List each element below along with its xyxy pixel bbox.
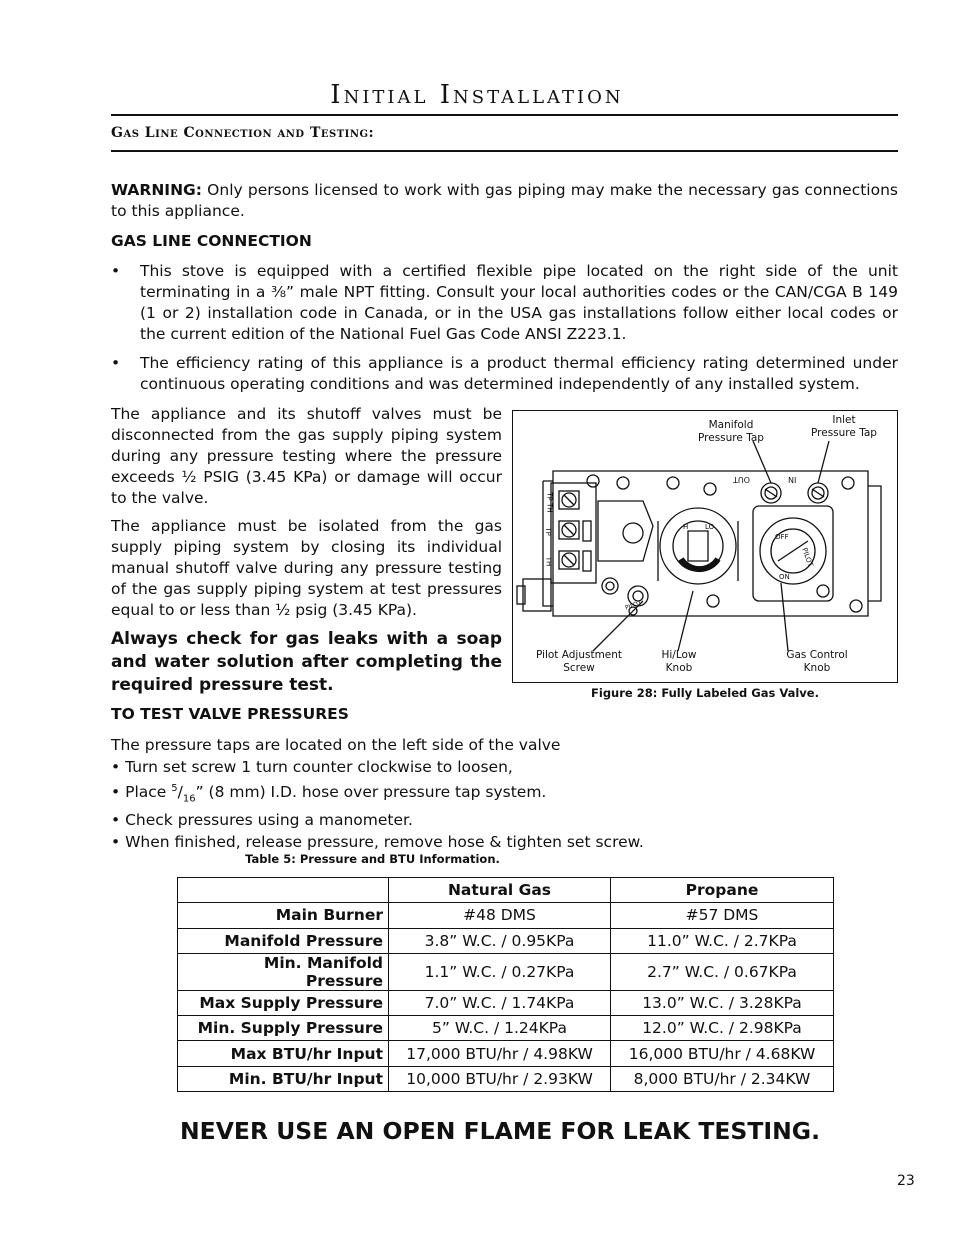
table-row — [178, 953, 834, 990]
test-step — [111, 757, 644, 779]
warning-text: Only persons licensed to work with gas piping may make the necessary gas connections to this appliance. — [111, 181, 898, 220]
table-cell: 2.7” W.C. / 0.67KPa — [611, 953, 834, 990]
step-bullet: • — [111, 757, 121, 776]
step-text: ” (8 mm) I.D. hose over pressure tap system. — [195, 783, 547, 802]
pressure-btu-table — [177, 877, 834, 1092]
hilow-knob-label: Hi/Low Knob — [661, 649, 697, 674]
row-label: Manifold Pressure — [178, 928, 389, 953]
row-label: Min. Supply Pressure — [178, 1016, 389, 1041]
valve-tpth-marking: TP TH — [545, 492, 554, 513]
pilot-screw-label: Pilot Adjustment Screw — [535, 649, 623, 674]
table-header-row — [178, 878, 834, 903]
bullet-dot: • — [111, 262, 121, 280]
step-bullet: • — [111, 833, 121, 852]
table-cell: 16,000 BTU/hr / 4.68KW — [611, 1041, 834, 1066]
gas-control-knob-label: Gas Control Knob — [786, 649, 848, 674]
valve-tp-marking: TP — [543, 527, 552, 536]
step-text: Check pressures using a manometer. — [125, 811, 413, 830]
table-row — [178, 1066, 834, 1091]
table-cell: #48 DMS — [389, 903, 611, 928]
bullet-text: This stove is equipped with a certified flexible pipe located on the right side of the unit terminating in a ⅜” male NPT fitting. Consult your local authorities codes or the CAN/CGA B 149 (1 or 2) installation code in Canada, or in the USA gas installations follow either local codes or the current edition of the National Fuel Gas Code ANSI Z223.1. — [140, 262, 898, 343]
gas-line-heading: GAS LINE CONNECTION — [111, 232, 312, 250]
table-row — [178, 1016, 834, 1041]
test-steps — [111, 735, 644, 854]
table-cell: 1.1” W.C. / 0.27KPa — [389, 953, 611, 990]
table-header-cell — [178, 878, 389, 903]
bullet-item — [111, 261, 898, 345]
table-row — [178, 928, 834, 953]
fraction-denominator: 16 — [182, 793, 196, 805]
figure-caption: Figure 28: Fully Labeled Gas Valve. — [591, 686, 819, 700]
inlet-tap-label: Inlet Pressure Tap — [811, 414, 877, 439]
section-heading: Gas Line Connection and Testing: — [111, 125, 375, 141]
table-row — [178, 990, 834, 1015]
gas-valve-diagram — [513, 411, 896, 681]
row-label: Max Supply Pressure — [178, 990, 389, 1015]
step-bullet: • — [111, 783, 121, 802]
table-row — [178, 1041, 834, 1066]
table-header-cell: Natural Gas — [389, 878, 611, 903]
fraction-slash: / — [177, 783, 183, 802]
gas-valve-figure — [512, 410, 898, 683]
table-cell: 11.0” W.C. / 2.7KPa — [611, 928, 834, 953]
table-cell: 5” W.C. / 1.24KPa — [389, 1016, 611, 1041]
valve-th-marking: TH — [544, 556, 553, 567]
test-step — [111, 810, 644, 832]
row-label: Max BTU/hr Input — [178, 1041, 389, 1066]
table-cell: 3.8” W.C. / 0.95KPa — [389, 928, 611, 953]
test-pressures-heading: TO TEST VALVE PRESSURES — [111, 705, 349, 723]
bullet-item — [111, 353, 898, 395]
page-title: Initial Installation — [330, 80, 624, 110]
test-step — [111, 778, 644, 810]
table-cell: 8,000 BTU/hr / 2.34KW — [611, 1066, 834, 1091]
bullet-dot: • — [111, 354, 121, 372]
valve-out-marking: OUT — [733, 475, 751, 484]
bullet-text: The efficiency rating of this appliance is a product thermal efficiency rating determined under continuous operating conditions and was determined independently of any installed system. — [140, 354, 898, 393]
row-label: Min. Manifold Pressure — [178, 953, 389, 990]
valve-lo-marking: LO — [705, 523, 715, 531]
table-header-cell: Propane — [611, 878, 834, 903]
row-label: Min. BTU/hr Input — [178, 1066, 389, 1091]
title-rule — [111, 114, 898, 116]
step-text: Turn set screw 1 turn counter clockwise to loosen, — [125, 757, 513, 776]
step-text: When finished, release pressure, remove hose & tighten set screw. — [125, 833, 644, 852]
fraction-numerator: 5 — [171, 783, 178, 795]
isolate-paragraph: The appliance must be isolated from the gas supply piping system by closing its individual manual shutoff valve during any pressure testing of the gas supply piping system at test pressures equal to or less than ½ psig (3.45 KPa). — [111, 517, 502, 619]
shutoff-paragraph: The appliance and its shutoff valves must be disconnected from the gas supply piping system during any pressure testing where the pressure exceeds ½ PSIG (3.45 KPa) or damage will occur to the valve. — [111, 405, 502, 507]
leak-check-notice: Always check for gas leaks with a soap and water solution after completing the required pressure test. — [111, 629, 502, 695]
table-cell: 10,000 BTU/hr / 2.93KW — [389, 1066, 611, 1091]
valve-h-marking: H — [683, 523, 689, 531]
table-caption: Table 5: Pressure and BTU Information. — [245, 852, 500, 866]
row-label: Main Burner — [178, 903, 389, 928]
table-cell: 12.0” W.C. / 2.98KPa — [611, 1016, 834, 1041]
valve-pilot-small-marking: PILOT — [624, 599, 643, 612]
valve-on-marking: ON — [779, 573, 790, 581]
valve-pilot-marking: PILOT — [800, 546, 815, 568]
section-rule — [111, 150, 898, 152]
table-cell: 13.0” W.C. / 3.28KPa — [611, 990, 834, 1015]
table-row — [178, 903, 834, 928]
valve-in-marking: IN — [788, 475, 797, 484]
page-number: 23 — [897, 1173, 915, 1189]
valve-off-marking: OFF — [775, 533, 789, 541]
manifold-tap-label: Manifold Pressure Tap — [698, 419, 764, 444]
leak-testing-warning: NEVER USE AN OPEN FLAME FOR LEAK TESTING. — [179, 1117, 821, 1145]
warning-paragraph — [111, 180, 898, 222]
table-cell: #57 DMS — [611, 903, 834, 928]
step-bullet: • — [111, 811, 121, 830]
test-intro: The pressure taps are located on the left side of the valve — [111, 736, 561, 754]
step-text: Place — [125, 783, 172, 802]
test-step — [111, 832, 644, 854]
table-cell: 7.0” W.C. / 1.74KPa — [389, 990, 611, 1015]
warning-label: WARNING: — [111, 181, 202, 199]
table-cell: 17,000 BTU/hr / 4.98KW — [389, 1041, 611, 1066]
